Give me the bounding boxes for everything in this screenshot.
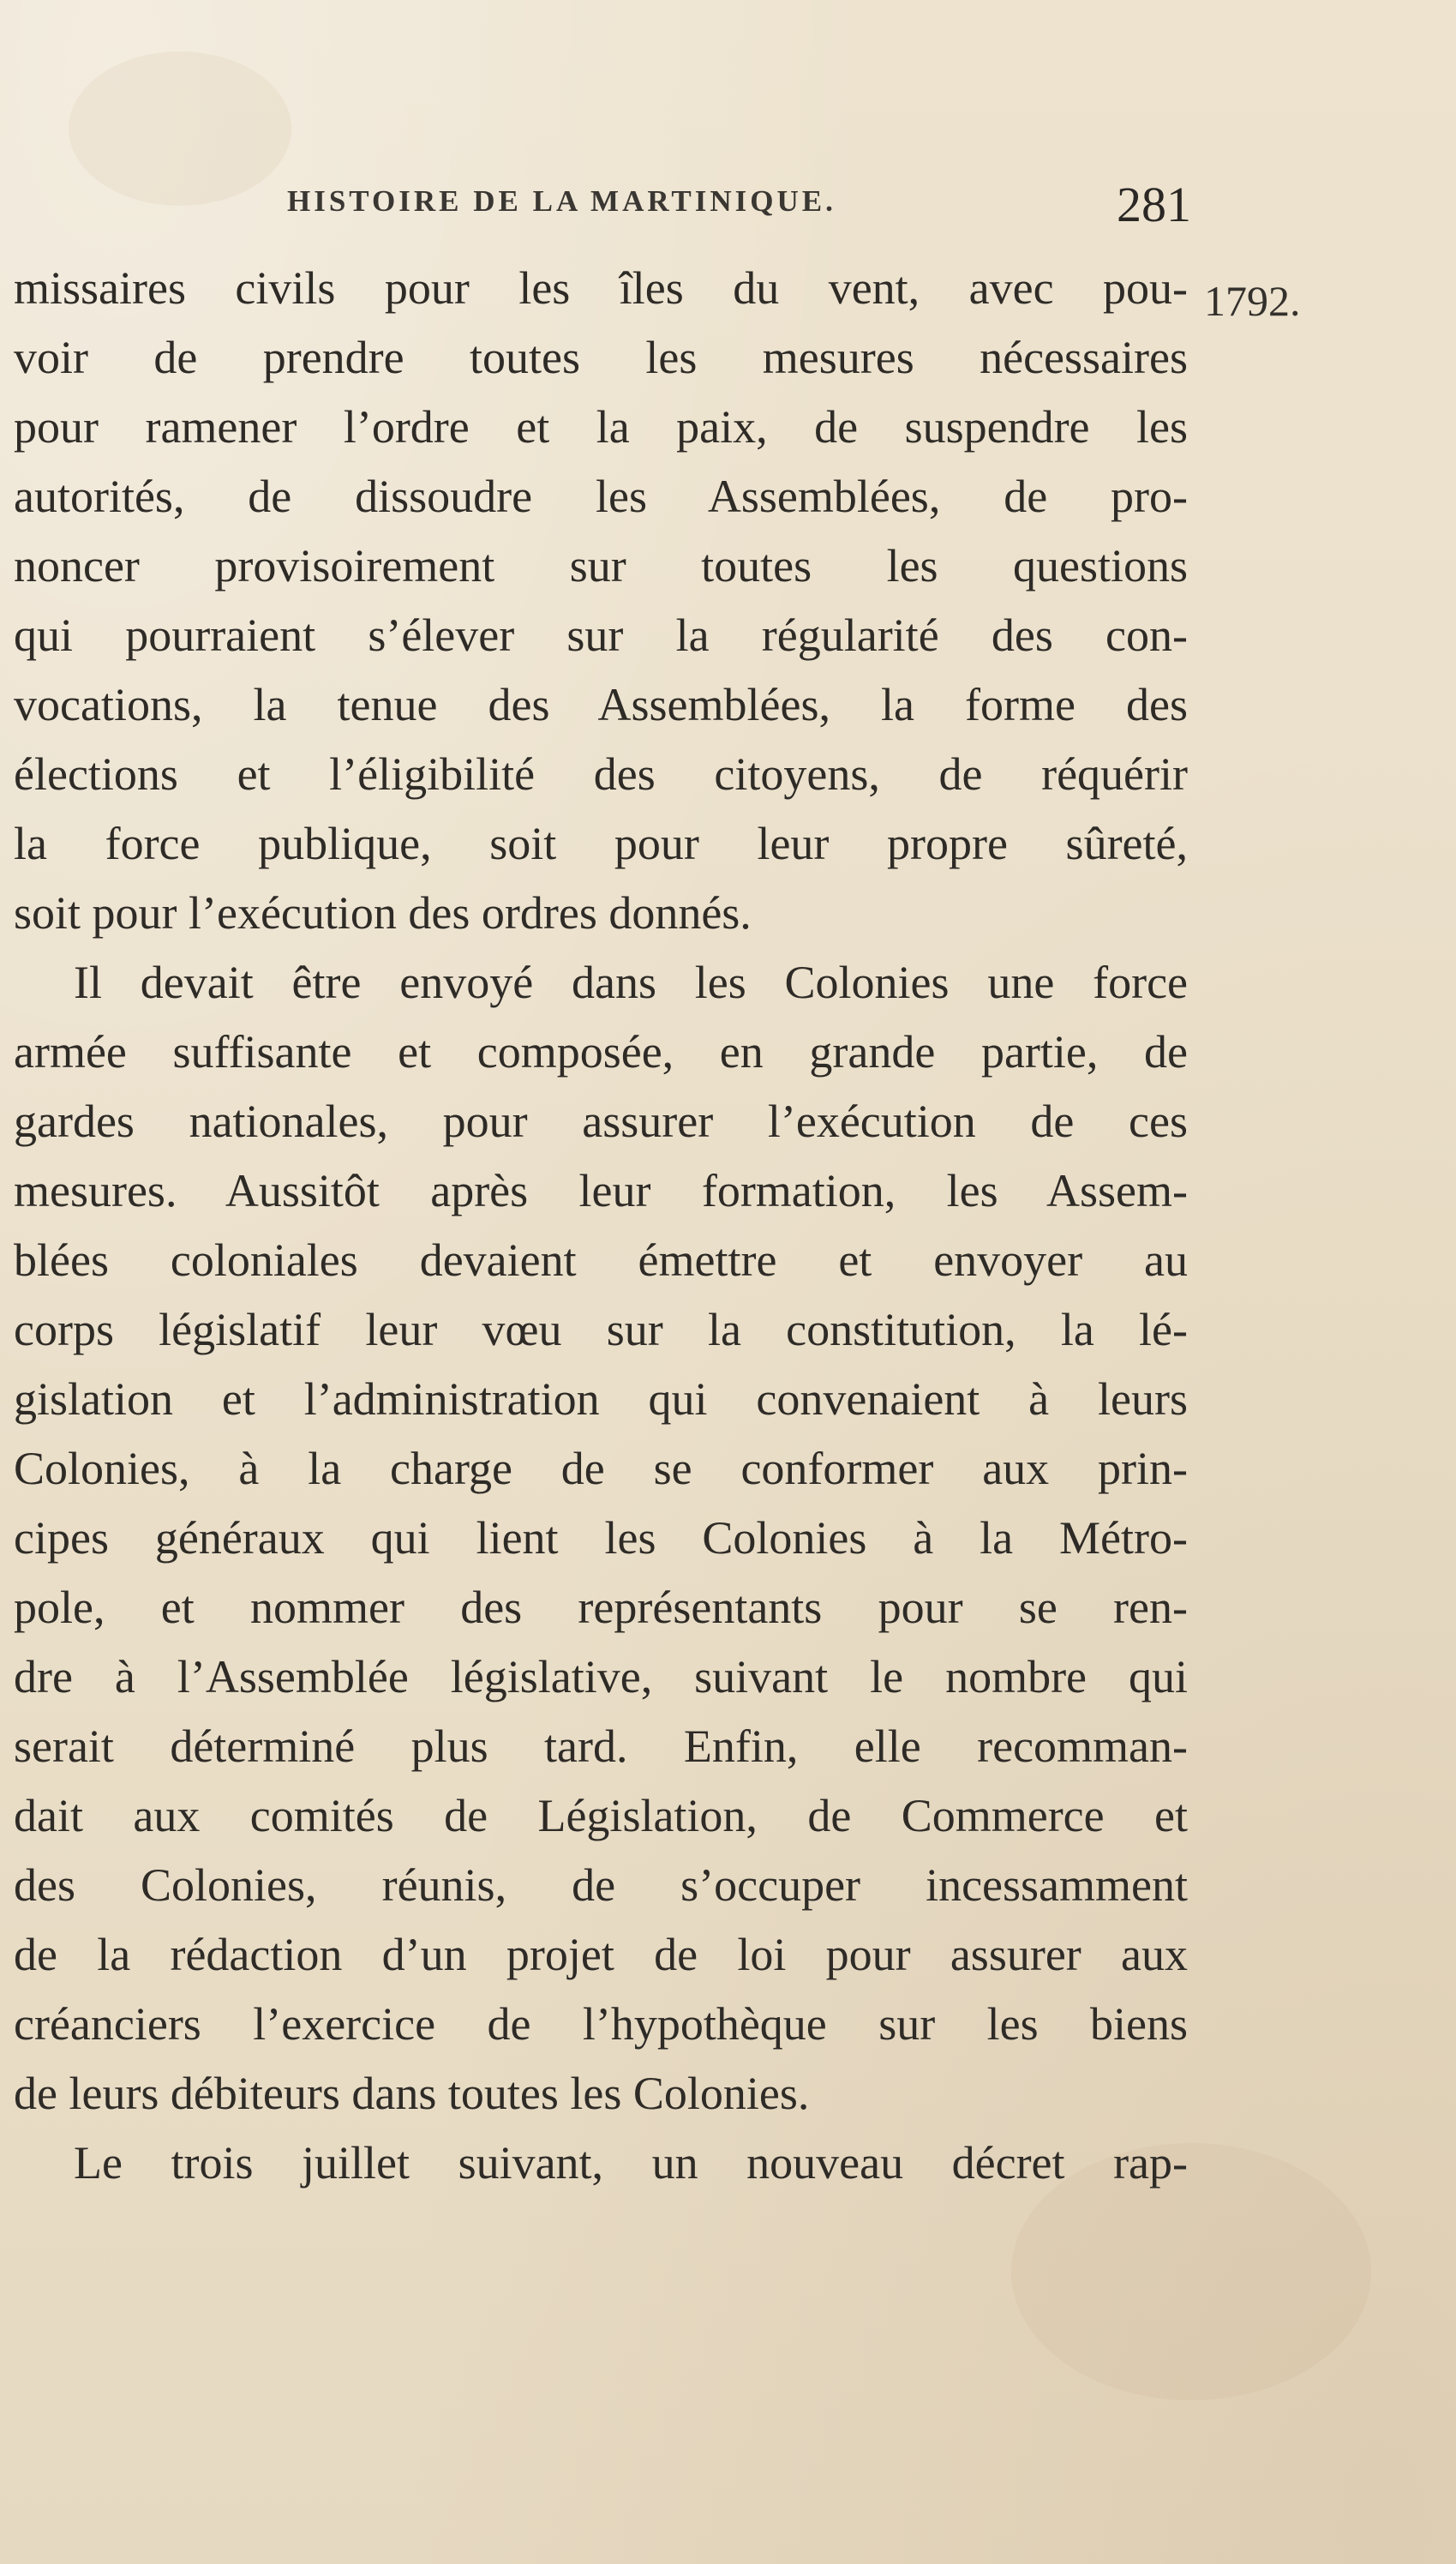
text-line: de la rédaction d’un projet de loi pour assurer aux (14, 1929, 1188, 1980)
text-line: cipes généraux qui lient les Colonies à la Métro- (14, 1512, 1188, 1564)
text-line: corps législatif leur vœu sur la constitution, la lé- (14, 1304, 1188, 1355)
text-line: élections et l’éligibilité des citoyens, de réquérir (14, 748, 1188, 800)
text-line: pour ramener l’ordre et la paix, de suspendre les (14, 401, 1188, 453)
paper-stain (69, 51, 291, 206)
text-line: dait aux comités de Législation, de Commerce et (14, 1790, 1188, 1841)
text-line: vocations, la tenue des Assemblées, la forme des (14, 679, 1188, 730)
paragraph-start-line: Le trois juillet suivant, un nouveau décret rap- (74, 2137, 1188, 2189)
text-line: voir de prendre toutes les mesures nécessaires (14, 332, 1188, 383)
text-line: serait déterminé plus tard. Enfin, elle recomman- (14, 1720, 1188, 1772)
text-line: gardes nationales, pour assurer l’exécution de ces (14, 1096, 1188, 1147)
body-text (14, 254, 1188, 2198)
text-line: armée suffisante et composée, en grande partie, de (14, 1026, 1188, 1078)
text-line: gislation et l’administration qui convenaient à leurs (14, 1373, 1188, 1425)
text-line: la force publique, soit pour leur propre sûreté, (14, 818, 1188, 869)
text-line: Colonies, à la charge de se conformer aux prin- (14, 1443, 1188, 1494)
text-line: dre à l’Assemblée législative, suivant le nombre qui (14, 1651, 1188, 1702)
text-line: noncer provisoirement sur toutes les questions (14, 540, 1188, 591)
page-header (287, 176, 1191, 232)
text-line: qui pourraient s’élever sur la régularité des con- (14, 609, 1188, 661)
text-line: blées coloniales devaient émettre et envoyer au (14, 1234, 1188, 1286)
text-line: mesures. Aussitôt après leur formation, les Assem- (14, 1165, 1188, 1216)
text-line: autorités, de dissoudre les Assemblées, de pro- (14, 471, 1188, 522)
paragraph-start-line: Il devait être envoyé dans les Colonies une force (74, 957, 1188, 1008)
running-title: HISTOIRE DE LA MARTINIQUE. (287, 184, 836, 218)
page-number: 281 (1117, 177, 1191, 232)
text-line: des Colonies, réunis, de s’occuper incessamment (14, 1859, 1188, 1911)
text-line: créanciers l’exercice de l’hypothèque sur les biens (14, 1998, 1188, 2050)
text-line: pole, et nommer des représentants pour se ren- (14, 1582, 1188, 1633)
margin-year-note: 1792. (1204, 277, 1301, 325)
text-line: soit pour l’exécution des ordres donnés. (14, 887, 752, 939)
text-line: missaires civils pour les îles du vent, avec pou- (14, 262, 1188, 314)
text-line: de leurs débiteurs dans toutes les Colonies. (14, 2068, 810, 2119)
